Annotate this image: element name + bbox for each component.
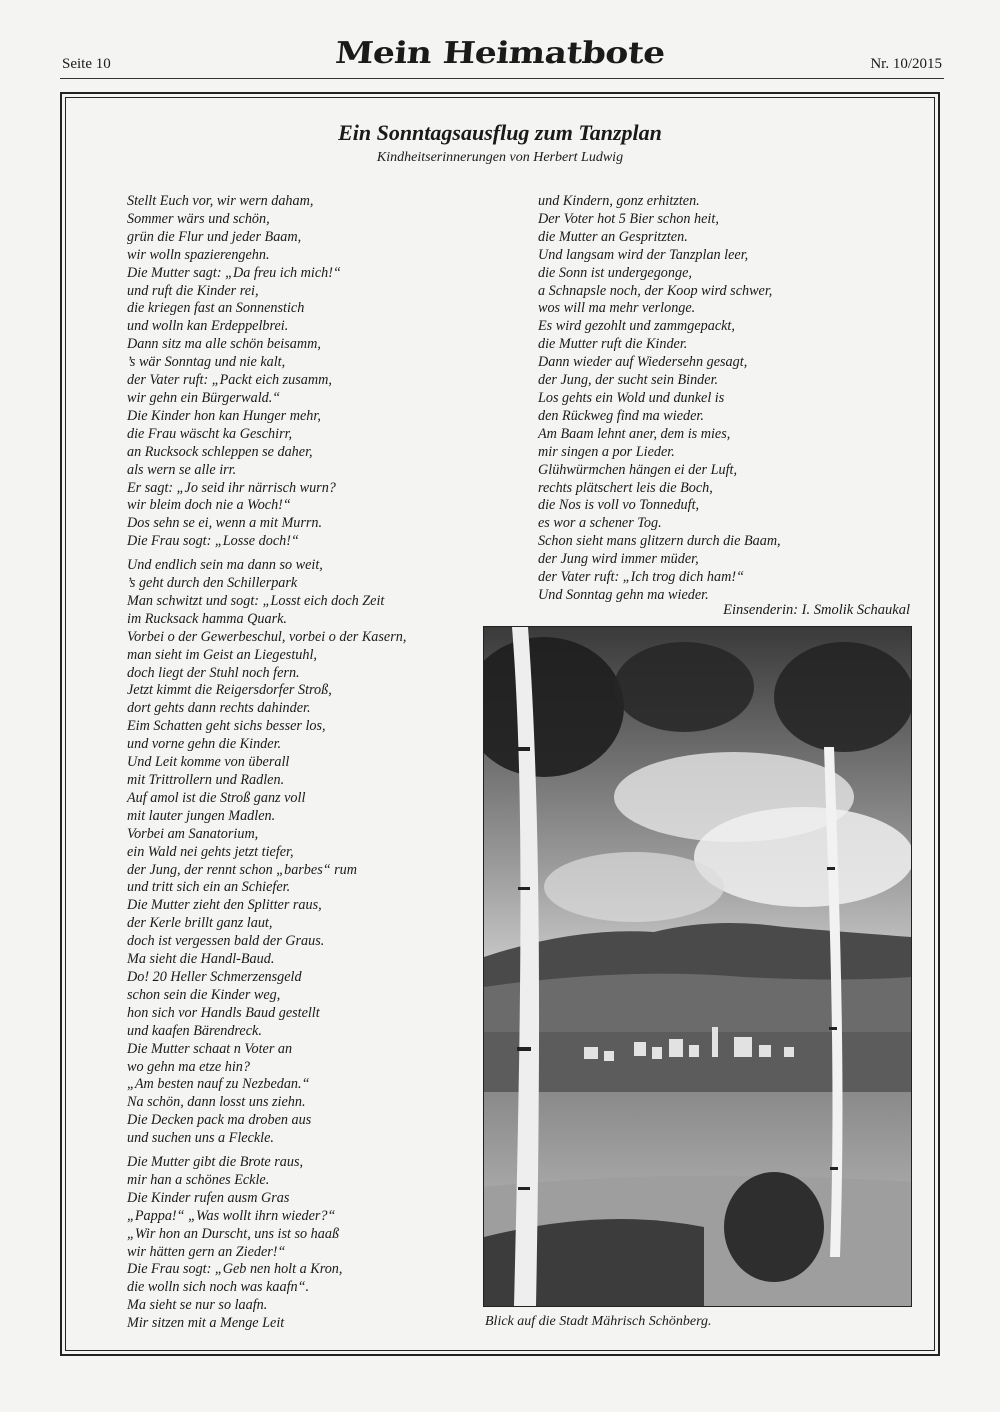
poem-line: wir bleim doch nie a Woch!“ — [127, 497, 291, 514]
poem-line: hon sich vor Handls Baud gestellt — [127, 1004, 320, 1021]
poem-line: Und Sonntag gehn ma wieder. — [538, 586, 709, 603]
poem-line: Die Mutter sagt: „Da freu ich mich!“ — [127, 264, 341, 281]
poem-line: und tritt sich ein an Schiefer. — [127, 879, 291, 896]
poem-line: Und Leit komme von überall — [127, 754, 290, 771]
poem-line: im Rucksack hamma Quark. — [127, 610, 287, 627]
poem-line: Die Kinder rufen ausm Gras — [127, 1189, 290, 1206]
poem-line: die Frau wäscht ka Geschirr, — [127, 425, 293, 442]
poem-line: ’s geht durch den Schillerpark — [127, 575, 298, 592]
poem-line: Die Frau sogt: „Geb nen holt a Kron, — [127, 1261, 343, 1278]
poem-line: der Jung, der sucht sein Binder. — [538, 372, 719, 389]
poem-line: „Pappa!“ „Was wollt ihrn wieder?“ — [127, 1207, 336, 1224]
poem-line: mir singen a por Lieder. — [538, 443, 675, 460]
photo-caption: Blick auf die Stadt Mährisch Schönberg. — [485, 1314, 712, 1329]
poem-line: doch ist vergessen bald der Graus. — [127, 933, 325, 950]
poem-line: ’s wär Sonntag und nie kalt, — [127, 354, 286, 371]
poem-line: doch liegt der Stuhl noch fern. — [127, 664, 300, 681]
poem-line: Die Mutter zieht den Splitter raus, — [127, 897, 322, 914]
poem-line: Die Mutter schaat n Voter an — [127, 1040, 293, 1057]
poem-line: Dos sehn se ei, wenn a mit Murrn. — [127, 515, 323, 532]
header-rule — [60, 78, 944, 79]
poem-line: ein Wald nei gehts jetzt tiefer, — [127, 843, 294, 860]
poem-line: Los gehts ein Wold und dunkel is — [538, 389, 725, 406]
poem-line: wo gehn ma etze hin? — [127, 1058, 250, 1075]
poem-line: wos will ma mehr verlonge. — [538, 300, 696, 317]
poem-line: a Schnapsle noch, der Koop wird schwer, — [538, 282, 773, 299]
poem-line: Vorbei o der Gewerbeschul, vorbei o der Kasern, — [127, 628, 407, 645]
poem-line: als wern se alle irr. — [127, 461, 237, 478]
poem-line: Glühwürmchen hängen ei der Luft, — [538, 461, 737, 478]
poem-line: Die Kinder hon kan Hunger mehr, — [127, 407, 321, 424]
poem-line: Eim Schatten geht sichs besser los, — [127, 718, 326, 735]
poem-line: der Kerle brillt ganz laut, — [127, 915, 273, 932]
poem-line: Die Mutter gibt die Brote raus, — [127, 1154, 304, 1171]
poem-line: mit lauter jungen Madlen. — [127, 807, 276, 824]
poem-line: Und langsam wird der Tanzplan leer, — [538, 246, 749, 263]
poem-line: Vorbei am Sanatorium, — [127, 825, 259, 842]
landscape-photo — [483, 626, 912, 1307]
poem-line: „Wir hon an Durscht, uns ist so haaß — [127, 1225, 340, 1242]
poem-line: man sieht im Geist an Liegestuhl, — [127, 646, 317, 663]
poem-line: Auf amol ist die Stroß ganz voll — [127, 789, 306, 806]
poem-line: und Kindern, gonz erhitzten. — [538, 193, 700, 209]
poem-line: Und endlich sein ma dann so weit, — [127, 557, 323, 574]
poem-line: die Nos is voll vo Tonneduft, — [538, 497, 700, 514]
poem-line: Do! 20 Heller Schmerzensgeld — [127, 968, 302, 985]
masthead-logo: Mein Heimatbote — [333, 36, 667, 71]
poem-line: Stellt Euch vor, wir wern daham, — [127, 193, 314, 209]
poem-line: und kaafen Bärendreck. — [127, 1022, 262, 1039]
poem-line: und suchen uns a Fleckle. — [127, 1130, 274, 1147]
page-number: Seite 10 — [62, 56, 111, 72]
poem-line: an Rucksock schleppen se daher, — [127, 443, 313, 460]
submitter-credit: Einsenderin: I. Smolik Schaukal — [723, 602, 910, 618]
poem-line: Dann sitz ma alle schön beisamm, — [127, 336, 321, 353]
poem-line: die wolln sich noch was kaafn“. — [127, 1279, 310, 1296]
poem-line: rechts plätschert leis die Boch, — [538, 479, 713, 496]
poem-line: Ma sieht die Handl-Baud. — [127, 951, 275, 968]
poem-line: wir gehn ein Bürgerwald.“ — [127, 389, 281, 406]
poem-line: Am Baam lehnt aner, dem is mies, — [538, 425, 731, 442]
poem-line: wir hätten gern an Zieder!“ — [127, 1243, 286, 1260]
poem-line: es wor a schener Tog. — [538, 515, 662, 532]
poem-line: Die Decken pack ma droben aus — [127, 1112, 312, 1129]
poem-line: der Vater ruft: „Ich trog dich ham!“ — [538, 569, 744, 586]
poem-line: Es wird gezohlt und zammgepackt, — [538, 318, 735, 335]
poem-line: grün die Flur und jeder Baam, — [127, 228, 302, 245]
poem-line: Jetzt kimmt die Reigersdorfer Stroß, — [127, 682, 332, 699]
poem-line: dort gehts dann rechts dahinder. — [127, 700, 311, 717]
poem-line: der Vater ruft: „Packt eich zusamm, — [127, 372, 332, 389]
poem-line: der Jung, der rennt schon „barbes“ rum — [127, 861, 358, 878]
poem-line: Man schwitzt und sogt: „Losst eich doch Zeit — [127, 592, 385, 609]
poem-line: Schon sieht mans glitzern durch die Baam, — [538, 533, 781, 550]
poem-line: die Mutter an Gespritzten. — [538, 228, 688, 245]
poem-column-right — [538, 193, 918, 605]
poem-line: und wolln kan Erdeppelbrei. — [127, 318, 289, 335]
poem-line: Die Frau sogt: „Losse doch!“ — [127, 533, 299, 550]
poem-line: Er sagt: „Jo seid ihr närrisch wurn? — [127, 479, 336, 496]
poem-line: Mir sitzen mit a Menge Leit — [127, 1315, 285, 1332]
poem-line: „Am besten nauf zu Nezbedan.“ — [127, 1076, 310, 1093]
article-title: Ein Sonntagsausflug zum Tanzplan — [338, 120, 662, 145]
article-subtitle: Kindheitserinnerungen von Herbert Ludwig — [376, 150, 624, 165]
poem-line: mit Trittrollern und Radlen. — [127, 772, 285, 788]
poem-line: wir wolln spazierengehn. — [127, 246, 270, 263]
poem-line: die kriegen fast an Sonnenstich — [127, 300, 305, 317]
issue-number: Nr. 10/2015 — [870, 56, 942, 72]
poem-line: die Sonn ist undergegonge, — [538, 264, 692, 281]
poem-line: Ma sieht se nur so laafn. — [127, 1297, 268, 1314]
poem-line: Dann wieder auf Wiedersehn gesagt, — [538, 354, 748, 371]
poem-line: der Jung wird immer müder, — [538, 551, 699, 568]
poem-line: und vorne gehn die Kinder. — [127, 736, 282, 753]
poem-line: Sommer wärs und schön, — [127, 210, 270, 227]
poem-line: mir han a schönes Eckle. — [127, 1171, 270, 1188]
poem-column-left — [127, 193, 477, 1333]
poem-line: schon sein die Kinder weg, — [127, 986, 281, 1003]
poem-line: und ruft die Kinder rei, — [127, 282, 259, 299]
poem-line: Na schön, dann losst uns ziehn. — [127, 1094, 306, 1111]
poem-line: die Mutter ruft die Kinder. — [538, 336, 688, 353]
poem-line: den Rückweg find ma wieder. — [538, 407, 704, 424]
poem-line: Der Voter hot 5 Bier schon heit, — [538, 210, 719, 227]
